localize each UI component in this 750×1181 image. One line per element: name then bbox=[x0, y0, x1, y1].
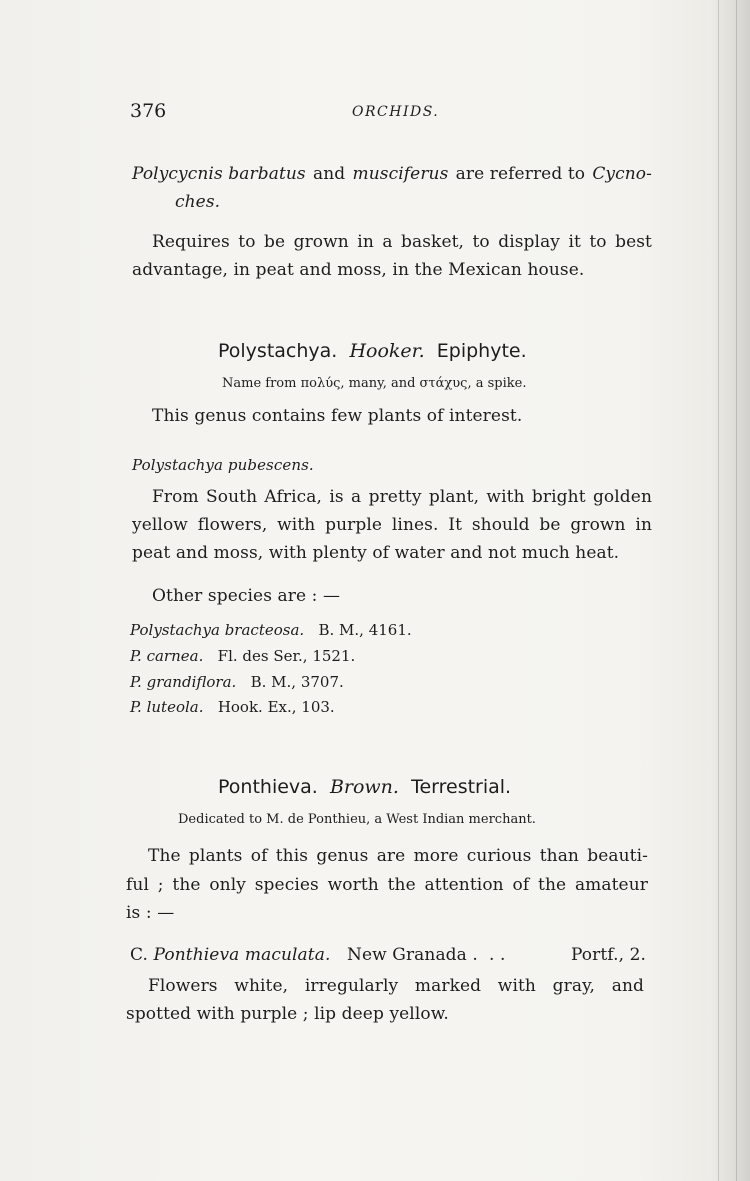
description-line: From South Africa, is a pretty plant, with bright golden bbox=[152, 487, 652, 507]
species-ref: Fl. des Ser., 1521. bbox=[217, 647, 356, 665]
species-name: Polystachya bracteosa. bbox=[130, 621, 305, 639]
page-number: 376 bbox=[130, 100, 167, 122]
species-ref: Hook. Ex., 103. bbox=[217, 698, 335, 716]
description-line: peat and moss, with plenty of water and not much heat. bbox=[132, 543, 620, 563]
species-prefix: C. bbox=[130, 945, 149, 965]
genus-name: Cycno- bbox=[592, 164, 652, 184]
genus-intro: This genus contains few plants of interest. bbox=[152, 406, 523, 426]
intro-line-2: ches. bbox=[175, 192, 221, 212]
other-species-item bbox=[130, 647, 355, 665]
genus-name: Ponthieva. bbox=[218, 776, 318, 798]
page-edge-line bbox=[736, 0, 737, 1181]
genus-intro-line: The plants of this genus are more curious than beauti- bbox=[148, 846, 648, 866]
page-edge-shadow bbox=[710, 0, 750, 1181]
description-line: spotted with purple ; lip deep yellow. bbox=[126, 1004, 449, 1024]
species-name: P. carnea. bbox=[130, 647, 204, 665]
other-species-label: Other species are : — bbox=[152, 586, 341, 606]
genus-author: Brown. bbox=[329, 776, 399, 798]
genus-type: Epiphyte. bbox=[436, 340, 527, 362]
dedication: Dedicated to M. de Ponthieu, a West Indian merchant. bbox=[178, 812, 536, 827]
other-species-item bbox=[130, 621, 412, 639]
species-name: musciferus bbox=[352, 164, 449, 184]
genus-name: Polystachya. bbox=[218, 340, 338, 362]
leader-dots: . . bbox=[488, 945, 506, 965]
species-entry bbox=[130, 945, 646, 965]
etymology: Name from πολύς, many, and στάχυς, a spike. bbox=[222, 376, 527, 391]
species-name: Polycycnis barbatus bbox=[132, 164, 306, 184]
species-ref: B. M., 3707. bbox=[250, 673, 344, 691]
species-ref: Portf., 2. bbox=[570, 945, 646, 965]
species-name: P. luteola. bbox=[130, 698, 204, 716]
paragraph-line: advantage, in peat and moss, in the Mexican house. bbox=[132, 260, 585, 280]
species-name: P. grandiflora. bbox=[130, 673, 237, 691]
genus-heading-ponthieva bbox=[218, 776, 511, 798]
intro-line-1 bbox=[132, 164, 652, 184]
species-ref: B. M., 4161. bbox=[318, 621, 412, 639]
species-heading: Polystachya pubescens. bbox=[132, 456, 314, 474]
genus-type: Terrestrial. bbox=[411, 776, 512, 798]
conjunction: and bbox=[313, 164, 346, 184]
genus-heading-polystachya bbox=[218, 340, 527, 362]
running-title: ORCHIDS. bbox=[352, 104, 440, 120]
paragraph-line: Requires to be grown in a basket, to display it to best bbox=[152, 232, 652, 252]
genus-author: Hooker. bbox=[349, 340, 425, 362]
species-name: Ponthieva maculata. bbox=[153, 945, 331, 965]
genus-intro-line: is : — bbox=[126, 903, 175, 923]
other-species-item bbox=[130, 698, 335, 716]
genus-intro-line: ful ; the only species worth the attention of the amateur bbox=[126, 875, 648, 895]
description-line: Flowers white, irregularly marked with gray, and bbox=[148, 976, 644, 996]
species-locality: New Granada . bbox=[346, 945, 478, 965]
other-species-item bbox=[130, 673, 344, 691]
page-edge-line bbox=[718, 0, 719, 1181]
text: are referred to bbox=[455, 164, 586, 184]
description-line: yellow flowers, with purple lines. It should be grown in bbox=[132, 515, 652, 535]
